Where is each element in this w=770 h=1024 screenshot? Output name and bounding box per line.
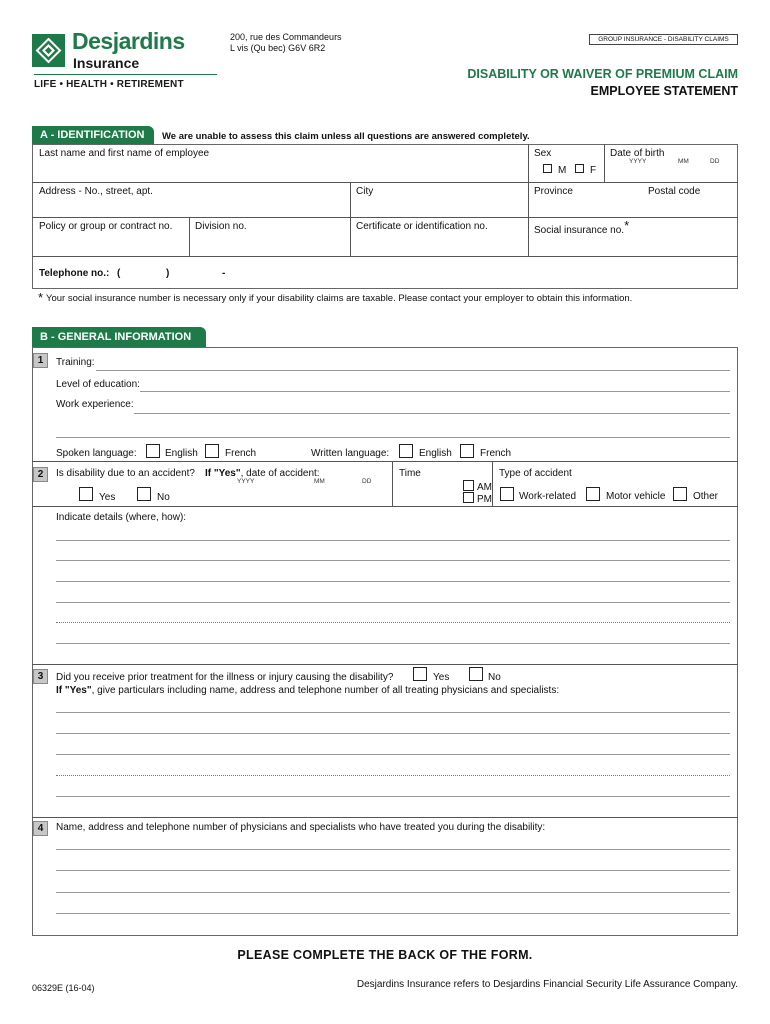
city-label: City	[356, 186, 374, 197]
prior-line	[56, 733, 730, 734]
physicians-line	[56, 892, 730, 893]
col-divider	[528, 144, 529, 182]
q2-col-divider	[492, 461, 493, 506]
tel-close-paren: )	[166, 268, 170, 279]
accident-mm: MM	[314, 478, 325, 485]
telephone-label: Telephone no.:	[39, 268, 110, 279]
question-2-number: 2	[33, 467, 48, 482]
details-line	[56, 581, 730, 582]
telephone-field[interactable]	[122, 264, 282, 282]
address-field[interactable]	[36, 199, 346, 215]
pm-label: PM	[477, 494, 492, 505]
physicians-field[interactable]	[56, 836, 730, 916]
col-divider	[350, 217, 351, 256]
other-checkbox[interactable]	[673, 487, 687, 501]
disclaimer: Desjardins Insurance refers to Desjardins Financial Security Life Assurance Company.	[356, 979, 738, 990]
prior-particulars-label	[56, 685, 559, 696]
type-accident-label: Type of accident	[499, 468, 572, 479]
am-label: AM	[477, 482, 492, 493]
prior-line	[56, 754, 730, 755]
question-3-number: 3	[33, 669, 48, 684]
physicians-line	[56, 849, 730, 850]
details-label: Indicate details (where, how):	[56, 512, 187, 523]
col-divider	[189, 217, 190, 256]
spoken-french-checkbox[interactable]	[205, 444, 219, 458]
dob-field[interactable]	[608, 166, 734, 180]
prior-no-label: No	[488, 672, 501, 683]
education-label: Level of education:	[56, 379, 140, 390]
employee-name-label: Last name and first name of employee	[39, 148, 210, 159]
accident-question: Is disability due to an accident?	[56, 468, 195, 479]
experience-line-2	[56, 437, 730, 438]
prior-yes-checkbox[interactable]	[413, 667, 427, 681]
dob-mm: MM	[678, 158, 689, 165]
sin-field[interactable]	[532, 236, 734, 254]
prior-particulars-field[interactable]	[56, 698, 730, 798]
accident-dd: DD	[362, 478, 372, 485]
prior-line	[56, 775, 730, 776]
accident-no-label: No	[157, 492, 170, 503]
form-code: 06329E (16-04)	[32, 983, 95, 993]
postal-code-field[interactable]	[640, 199, 734, 215]
physicians-question: Name, address and telephone number of physicians and specialists who have treated you during the disability:	[56, 822, 546, 833]
experience-label: Work experience:	[56, 399, 134, 410]
prior-treatment-question: Did you receive prior treatment for the illness or injury causing the disability?	[56, 672, 394, 683]
prior-no-checkbox[interactable]	[469, 667, 483, 681]
spoken-french-label: French	[225, 448, 257, 459]
row-divider	[32, 256, 738, 257]
details-line	[56, 622, 730, 623]
written-french-checkbox[interactable]	[460, 444, 474, 458]
complete-back-notice: PLEASE COMPLETE THE BACK OF THE FORM.	[237, 948, 533, 962]
sin-footnote: Your social insurance number is necessary only if your disability claims are taxable. Please contact your employer to obtain this information.	[46, 293, 633, 304]
dob-yyyy: YYYY	[629, 158, 647, 165]
form-title: DISABILITY OR WAIVER OF PREMIUM CLAIM	[467, 67, 738, 81]
time-label: Time	[399, 468, 421, 479]
prior-line	[56, 712, 730, 713]
accident-date-text: , date of accident:	[240, 468, 320, 479]
postal-code-label: Postal code	[648, 186, 701, 197]
education-line	[140, 391, 730, 392]
work-related-label: Work-related	[519, 491, 577, 502]
dob-dd: DD	[710, 158, 720, 165]
details-line	[56, 540, 730, 541]
row-divider	[32, 182, 738, 183]
section-a-notice: We are unable to assess this claim unless all questions are answered completely.	[162, 131, 530, 142]
address-line-2: L vis (Qu bec) G6V 6R2	[230, 43, 326, 53]
accident-date-field[interactable]	[205, 486, 388, 502]
q2-top-divider	[32, 461, 738, 462]
row-divider	[32, 217, 738, 218]
tel-dash: -	[222, 268, 226, 279]
division-field[interactable]	[193, 236, 346, 254]
q4-top-divider	[32, 817, 738, 818]
accident-yyyy: YYYY	[237, 478, 255, 485]
details-line	[56, 560, 730, 561]
am-checkbox[interactable]	[463, 480, 474, 491]
prior-yes-label: Yes	[433, 672, 450, 683]
details-line	[56, 643, 730, 644]
q3-top-divider	[32, 664, 738, 665]
spoken-english-checkbox[interactable]	[146, 444, 160, 458]
address-label: Address - No., street, apt.	[39, 186, 153, 197]
details-line	[56, 602, 730, 603]
category-label: GROUP INSURANCE - DISABILITY CLAIMS	[589, 34, 738, 45]
policy-label: Policy or group or contract no.	[39, 221, 173, 232]
sex-f-label: F	[590, 165, 597, 176]
sex-label: Sex	[534, 148, 552, 159]
question-1-number: 1	[33, 353, 48, 368]
accident-yes-checkbox[interactable]	[79, 487, 93, 501]
physicians-line	[56, 913, 730, 914]
training-line	[96, 370, 730, 371]
education-field[interactable]	[142, 376, 730, 391]
motor-vehicle-label: Motor vehicle	[606, 491, 666, 502]
sin-label-text: Social insurance no.	[534, 225, 625, 236]
sex-f-checkbox[interactable]	[575, 164, 584, 173]
q2-bottom-divider	[32, 506, 738, 507]
col-divider	[528, 182, 529, 217]
written-english-checkbox[interactable]	[399, 444, 413, 458]
training-field[interactable]	[98, 355, 730, 370]
brand-name: Desjardins	[72, 28, 185, 54]
tagline: LIFE • HEALTH • RETIREMENT	[34, 79, 184, 90]
address-line-1: 200, rue des Commandeurs	[230, 32, 342, 42]
spoken-english-label: English	[165, 448, 198, 459]
written-english-label: English	[419, 448, 452, 459]
city-field[interactable]	[354, 199, 524, 215]
pm-checkbox[interactable]	[463, 492, 474, 503]
col-divider	[528, 217, 529, 256]
time-field[interactable]	[398, 482, 458, 502]
desjardins-logo-icon	[32, 34, 65, 67]
question-4-number: 4	[33, 821, 48, 836]
accident-yes-label: Yes	[99, 492, 116, 503]
col-divider	[350, 182, 351, 217]
tel-open-paren: (	[117, 268, 121, 279]
accident-no-checkbox[interactable]	[137, 487, 151, 501]
sin-asterisk: *	[624, 218, 630, 233]
policy-field[interactable]	[36, 236, 186, 254]
brand-sub: Insurance	[73, 55, 140, 71]
dob-label: Date of birth	[610, 148, 665, 159]
certificate-label: Certificate or identification no.	[356, 221, 488, 232]
sin-label	[534, 218, 630, 236]
if-yes-bold: If "Yes"	[205, 468, 241, 479]
spoken-language-label: Spoken language:	[56, 448, 137, 459]
details-field[interactable]	[56, 524, 730, 644]
division-label: Division no.	[195, 221, 247, 232]
written-french-label: French	[480, 448, 512, 459]
col-divider	[604, 144, 605, 182]
sex-m-checkbox[interactable]	[543, 164, 552, 173]
certificate-field[interactable]	[354, 236, 524, 254]
experience-field[interactable]	[136, 397, 730, 437]
sin-footnote-asterisk: *	[38, 290, 44, 305]
work-related-checkbox[interactable]	[500, 487, 514, 501]
prior-line	[56, 796, 730, 797]
prior-if-yes-bold: If "Yes"	[56, 685, 92, 696]
accident-date-label	[205, 468, 320, 479]
written-language-label: Written language:	[311, 448, 390, 459]
sex-m-label: M	[558, 165, 567, 176]
province-field[interactable]	[532, 199, 632, 215]
motor-vehicle-checkbox[interactable]	[586, 487, 600, 501]
prior-particulars-text: , give particulars including name, address and telephone number of all treating physicians and specialists:	[91, 685, 560, 696]
training-label: Training:	[56, 357, 95, 368]
province-label: Province	[534, 186, 573, 197]
employee-name-field[interactable]	[36, 162, 524, 180]
section-b-tab: B - GENERAL INFORMATION	[32, 327, 206, 347]
physicians-line	[56, 870, 730, 871]
other-label: Other	[693, 491, 719, 502]
form-subtitle: EMPLOYEE STATEMENT	[590, 84, 738, 98]
section-a-tab: A - IDENTIFICATION	[32, 126, 154, 145]
q2-col-divider	[392, 461, 393, 506]
logo-divider	[34, 74, 217, 75]
